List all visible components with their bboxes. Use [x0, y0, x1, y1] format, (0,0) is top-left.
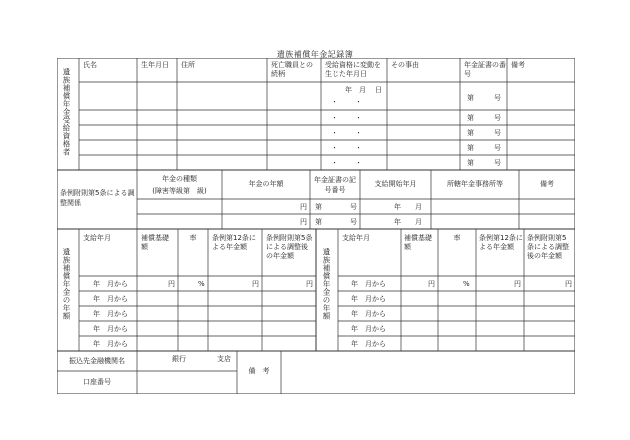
period-header-left: 支給年月: [83, 234, 111, 242]
type-header: 年金の種類: [162, 175, 197, 183]
change-month-label: 月: [359, 86, 366, 94]
art12-header-left: 条例第12条による年金額: [212, 234, 256, 251]
address-header: 住所: [181, 61, 195, 69]
branch-unit: 支店: [217, 355, 231, 363]
cert-suffix: 号: [350, 218, 357, 226]
change-year-label: 年: [345, 86, 352, 94]
yen-unit: 円: [252, 280, 259, 288]
record-form: [57, 58, 575, 394]
cert-prefix: 第: [315, 203, 322, 211]
cert-prefix: 第: [467, 159, 474, 167]
bank-label: 振込先金融機関名: [69, 357, 125, 365]
date-dot: ・: [355, 114, 362, 122]
adj-header-left: 条例附則第5条による調整後の年金額: [266, 234, 313, 260]
period-header-right: 支給年月: [342, 234, 370, 242]
period-row: 年 月から: [93, 295, 128, 303]
account-label: 口座番号: [83, 378, 111, 386]
bank-name-field[interactable]: [137, 351, 237, 371]
cert-prefix: 第: [467, 129, 474, 137]
art12-header-right: 条例第12条による年金額: [479, 234, 523, 251]
type-sub-header: (障害等級第 級): [152, 187, 207, 195]
period-row: 年 月から: [351, 340, 386, 348]
month-unit: 月: [415, 218, 422, 226]
date-dot: ・: [331, 144, 338, 152]
date-dot: ・: [355, 159, 362, 167]
cert-suffix: 号: [494, 94, 501, 102]
dob-header: 生年月日: [141, 61, 169, 69]
yen-unit: 円: [168, 280, 175, 288]
period-row: 年 月から: [351, 280, 386, 288]
cert-prefix: 第: [467, 144, 474, 152]
reason-header: その事由: [391, 61, 419, 69]
period-row: 年 月から: [93, 280, 128, 288]
cert-suffix: 号: [494, 114, 501, 122]
amount-header: 年金の年額: [248, 180, 284, 188]
yen-unit: 円: [300, 203, 307, 211]
change-day-label: 日: [375, 86, 382, 94]
cert-code-header: 年金証書の記号番号: [314, 176, 356, 194]
period-row: 年 月から: [93, 325, 128, 333]
bank-unit: 銀行: [172, 355, 186, 363]
base-header-right: 補償基礎額: [404, 234, 432, 251]
date-dot: ・: [355, 98, 362, 106]
remarks-label-4: 備 考: [248, 367, 270, 375]
period-row: 年 月から: [351, 310, 386, 318]
cert-suffix: 号: [494, 159, 501, 167]
base-header-left: 補償基礎額: [141, 234, 169, 251]
period-row: 年 月から: [93, 310, 128, 318]
office-header: 所轄年金事務所等: [447, 180, 503, 188]
date-dot: ・: [355, 144, 362, 152]
cert-no-header: 年金証書の番号: [464, 61, 506, 78]
date-dot: ・: [355, 129, 362, 137]
remarks-field[interactable]: [281, 351, 575, 394]
pct-unit: %: [198, 280, 205, 288]
adjustment-side-label: 条例附則第5条による調整関係: [60, 189, 135, 207]
change-date-header: 受給資格に変動を生じた年月日: [325, 61, 381, 78]
cert-prefix: 第: [467, 94, 474, 102]
year-unit: 年: [394, 203, 401, 211]
cert-suffix: 号: [494, 129, 501, 137]
start-header: 支給開始年月: [374, 180, 417, 188]
date-dot: ・: [331, 159, 338, 167]
yen-unit: 円: [565, 280, 572, 288]
pct-unit: %: [463, 280, 470, 288]
yen-unit: 円: [514, 280, 521, 288]
yen-unit: 円: [300, 218, 307, 226]
annual-amount-side-label-left: 遺族補償年金の年額: [62, 248, 71, 320]
cert-suffix: 号: [350, 203, 357, 211]
annual-amount-side-label-right: 遺族補償年金の年額: [322, 248, 331, 320]
cert-suffix: 号: [494, 144, 501, 152]
period-row: 年 月から: [93, 340, 128, 348]
date-dot: ・: [331, 114, 338, 122]
year-unit: 年: [394, 218, 401, 226]
period-row: 年 月から: [351, 295, 386, 303]
date-dot: ・: [331, 129, 338, 137]
yen-unit: 円: [428, 280, 435, 288]
cert-prefix: 第: [315, 218, 322, 226]
remarks-header-2: 備考: [540, 180, 554, 188]
remarks-header-1: 備考: [511, 61, 525, 69]
date-dot: ・: [331, 98, 338, 106]
period-row: 年 月から: [351, 325, 386, 333]
adj-header-right: 条例附則第5条による調整後の年金額: [527, 234, 569, 260]
rate-header-right: 率: [453, 234, 461, 242]
relation-header: 死亡職員との続柄: [271, 61, 313, 78]
month-unit: 月: [415, 203, 422, 211]
form-title: 遺族補償年金記録簿: [276, 50, 354, 59]
yen-unit: 円: [306, 280, 313, 288]
account-number-field[interactable]: [137, 371, 237, 394]
rate-header-left: 率: [189, 234, 197, 242]
name-header: 氏名: [83, 61, 97, 69]
recipient-side-label: 遺族補償年金受給資格者: [62, 68, 71, 156]
cert-prefix: 第: [467, 114, 474, 122]
